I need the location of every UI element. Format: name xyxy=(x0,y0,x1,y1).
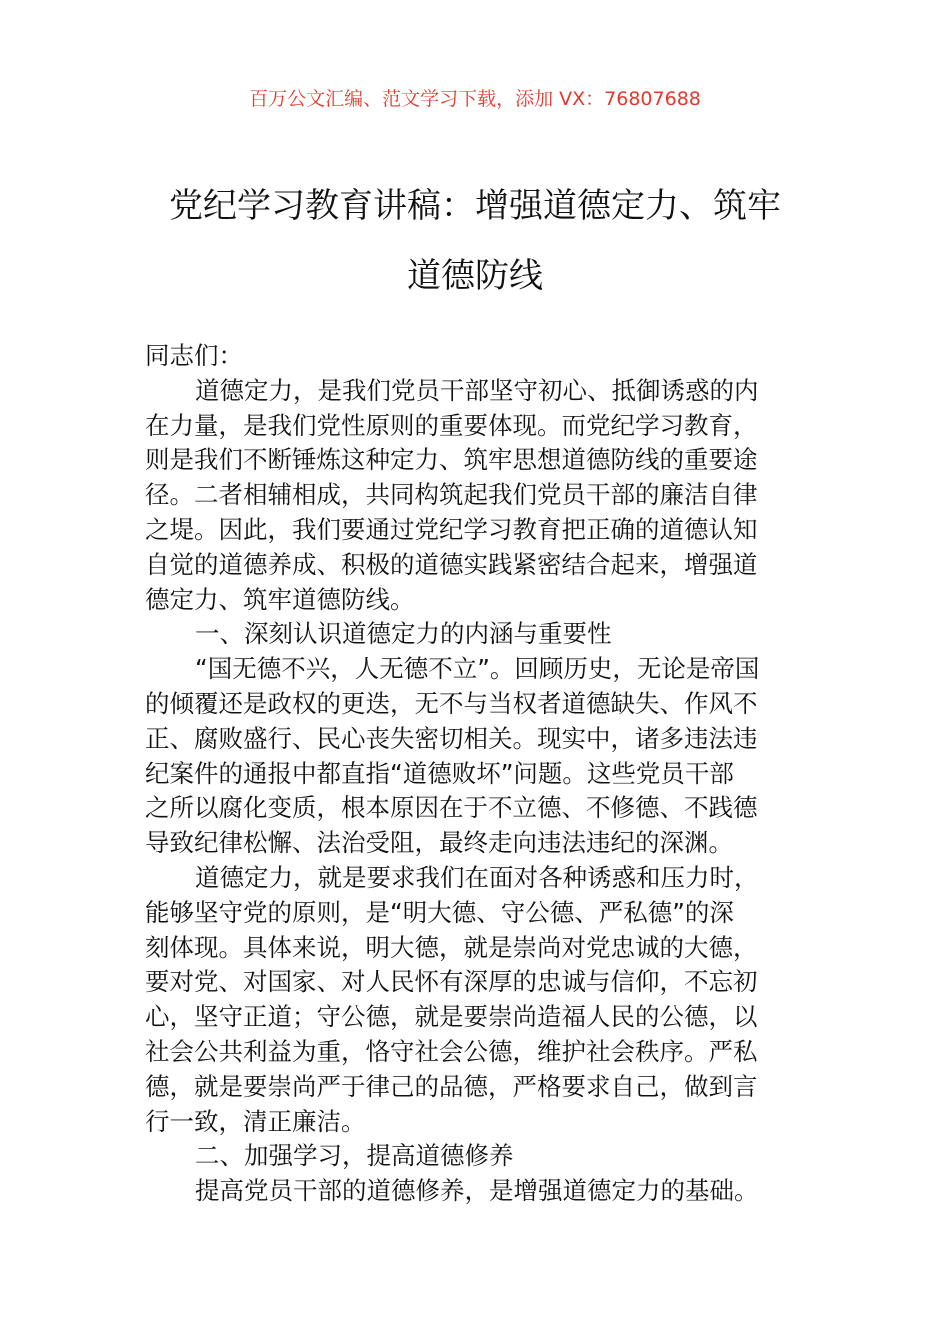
text-line: 之堤。因此，我们要通过党纪学习教育把正确的道德认知 xyxy=(145,514,758,544)
text-line: 行一致，清正廉洁。 xyxy=(145,1106,366,1136)
text-line: 道德定力，是我们党员干部坚守初心、抵御诱惑的内 xyxy=(195,375,759,405)
text-line: 社会公共利益为重，恪守社会公德，维护社会秩序。严私 xyxy=(145,1036,758,1066)
text-line: 道德定力，就是要求我们在面对各种诱惑和压力时， xyxy=(195,862,759,892)
text-line: 心，坚守正道；守公德，就是要崇尚造福人民的公德，以 xyxy=(145,1002,758,1032)
text-line: 要对党、对国家、对人民怀有深厚的忠诚与信仰，不忘初 xyxy=(145,967,758,997)
text-line: 一、深刻认识道德定力的内涵与重要性 xyxy=(195,619,612,649)
text-line: 导致纪律松懈、法治受阻，最终走向违法违纪的深渊。 xyxy=(145,828,733,858)
text-line: 纪案件的通报中都直指“道德败坏”问题。这些党员干部 xyxy=(145,758,734,788)
text-line: 则是我们不断锤炼这种定力、筑牢思想道德防线的重要途 xyxy=(145,445,758,475)
text-line: 自觉的道德养成、积极的道德实践紧密结合起来，增强道 xyxy=(145,549,758,579)
text-line: 之所以腐化变质，根本原因在于不立德、不修德、不践德 xyxy=(145,793,758,823)
text-line: 二、加强学习，提高道德修养 xyxy=(195,1141,514,1171)
text-line: “国无德不兴，人无德不立”。回顾历史，无论是帝国 xyxy=(195,654,760,684)
document-body xyxy=(145,339,815,1209)
text-line: 能够坚守党的原则，是“明大德、守公德、严私德”的深 xyxy=(145,897,734,927)
text-line: 正、腐败盛行、民心丧失密切相关。现实中，诸多违法违 xyxy=(145,723,758,753)
text-line: 刻体现。具体来说，明大德，就是崇尚对党忠诚的大德， xyxy=(145,932,758,962)
text-line: 在力量，是我们党性原则的重要体现。而党纪学习教育， xyxy=(145,410,758,440)
watermark-header: 百万公文汇编、范文学习下载，添加 VX：76807688 xyxy=(249,88,701,110)
document-title-line-1: 党纪学习教育讲稿：增强道德定力、筑牢 xyxy=(169,186,781,226)
text-line: 径。二者相辅相成，共同构筑起我们党员干部的廉洁自律 xyxy=(145,480,758,510)
text-line: 德，就是要崇尚严于律己的品德，严格要求自己，做到言 xyxy=(145,1071,758,1101)
text-line: 的倾覆还是政权的更迭，无不与当权者道德缺失、作风不 xyxy=(145,688,758,718)
text-line: 德定力、筑牢道德防线。 xyxy=(145,584,415,614)
text-line: 同志们： xyxy=(145,341,243,370)
document-title-line-2: 道德防线 xyxy=(407,256,543,296)
text-line: 提高党员干部的道德修养，是增强道德定力的基础。 xyxy=(195,1176,759,1206)
